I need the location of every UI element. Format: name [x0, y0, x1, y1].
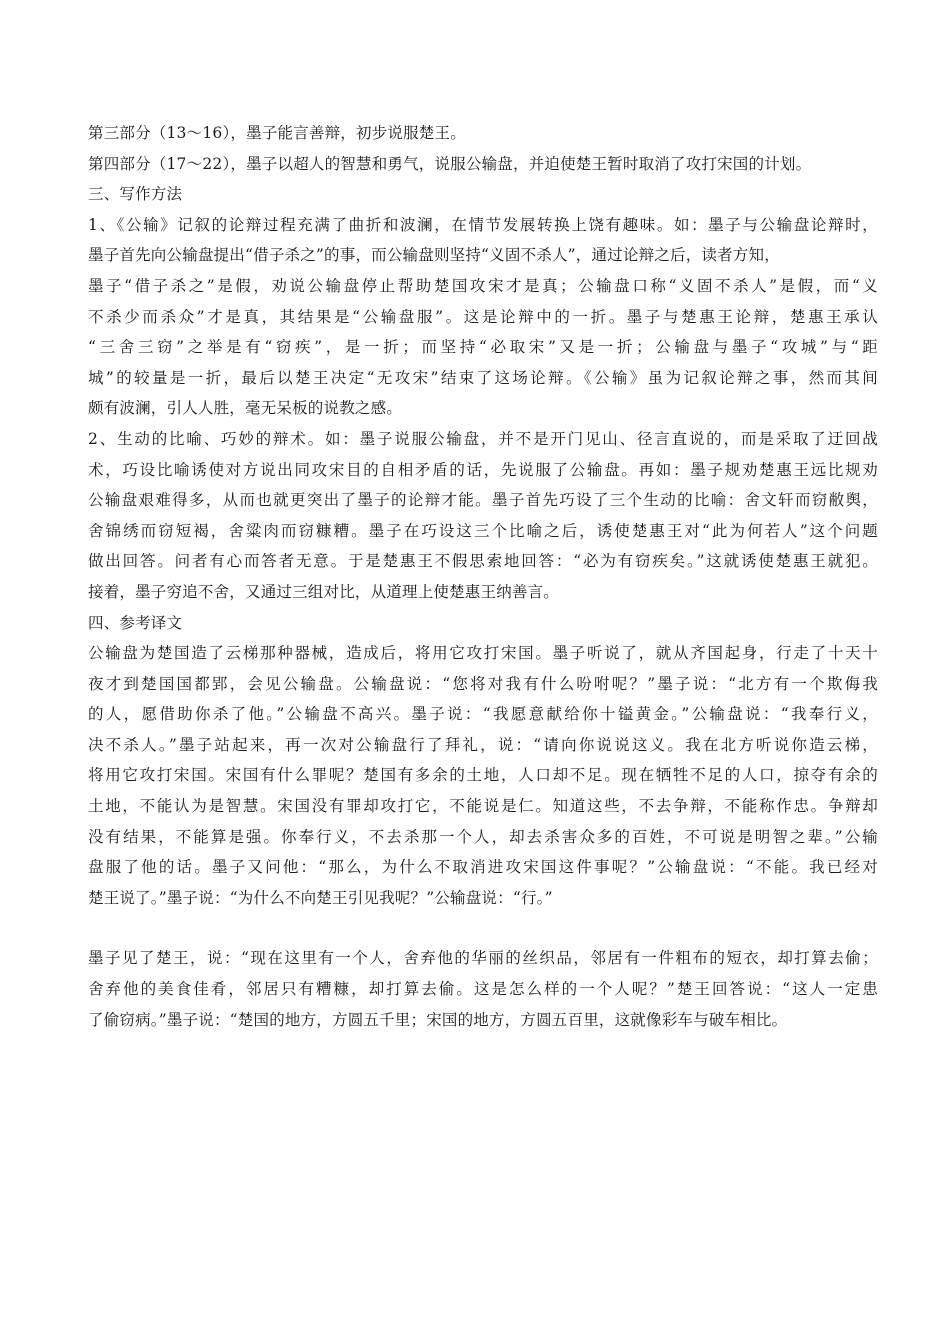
document-page: [88, 118, 878, 1035]
text-line: “三舍三窃”之举是有“窃疾”，是一折；而坚持“必取宋”又是一折；公输盘与墨子“攻城”与“距: [88, 338, 878, 357]
text-line: 的人，愿借助你杀了他。”公输盘不高兴。墨子说：“我愿意献给你十镒黄金。”公输盘说：“我奉行义，: [88, 705, 878, 724]
text-line: 第三部分（13～16），墨子能言善辩，初步说服楚王。: [88, 124, 466, 142]
text-line: 将用它攻打宋国。宋国有什么罪呢？楚国有多余的土地，人口却不足。现在牺牲不足的人口，掠夺有余的: [88, 766, 878, 785]
text-line: 盘服了他的话。墨子又问他：“那么，为什么不取消进攻宋国这件事呢？”公输盘说：“不能。我已经对: [88, 858, 878, 877]
text-line: 城”的较量是一折，最后以楚王决定“无攻宋”结束了这场论辩。《公输》虽为记叙论辩之事，然而其间: [88, 368, 878, 387]
text-line: 没有结果，不能算是强。你奉行义，不去杀那一个人，却去杀害众多的百姓，不可说是明智之辈。”公输: [88, 827, 878, 846]
text-line: 术，巧设比喻诱使对方说出同攻宋目的自相矛盾的话，先说服了公输盘。再如：墨子规劝楚惠王远比规劝: [88, 460, 878, 479]
text-line: 楚王说了。”墨子说：“为什么不向楚王引见我呢？”公输盘说：“行。”: [88, 888, 553, 907]
text-line: 公输盘为楚国造了云梯那种器械，造成后，将用它攻打宋国。墨子听说了，就从齐国起身，行走了十天十: [88, 644, 878, 663]
text-line: 墨子首先向公输盘提出“借子杀之”的事，而公输盘则坚持“义固不杀人”，通过论辩之后，读者方知，: [88, 246, 780, 265]
paragraph-gap: [88, 913, 878, 943]
text-line: 墨子“借子杀之”是假，劝说公输盘停止帮助楚国攻宋才是真；公输盘口称“义固不杀人”是假，而“义: [88, 276, 878, 295]
text-line: 2、生动的比喻、巧妙的辩术。如：墨子说服公输盘，并不是开门见山、径言直说的，而是采取了迂回战: [88, 429, 878, 448]
text-line: 土地，不能认为是智慧。宋国没有罪却攻打它，不能说是仁。知道这些，不去争辩，不能称作忠。争辩却: [88, 797, 878, 816]
text-block-continuation: [88, 943, 878, 1035]
text-line: 第四部分（17～22），墨子以超人的智慧和勇气，说服公输盘，并迫使楚王暂时取消了攻打宋国的计划。: [88, 154, 812, 173]
text-line: 夜才到楚国国都郢，会见公输盘。公输盘说：“您将对我有什么吩咐呢？”墨子说：“北方有一个欺侮我: [88, 674, 878, 693]
text-line: 公输盘艰难得多，从而也就更突出了墨子的论辩才能。墨子首先巧设了三个生动的比喻：舍文轩而窃敝舆，: [88, 491, 878, 510]
text-line: 三、写作方法: [88, 185, 183, 204]
text-line: 墨子见了楚王，说：“现在这里有一个人，舍弃他的华丽的丝织品，邻居有一件粗布的短衣，却打算去偷；: [88, 949, 878, 968]
text-line: 做出回答。问者有心而答者无意。于是楚惠王不假思索地回答：“必为有窃疾矣。”这就诱使楚惠王就犯。: [88, 552, 878, 571]
text-line: 1、《公输》记叙的论辩过程充满了曲折和波澜，在情节发展转换上饶有趣味。如：墨子与公输盘论辩时，: [88, 215, 878, 234]
text-line: 颇有波澜，引人人胜，毫无呆板的说教之感。: [88, 399, 403, 418]
text-line: 决不杀人。”墨子站起来，再一次对公输盘行了拜礼，说：“请向你说说这义。我在北方听说你造云梯，: [88, 735, 878, 754]
text-block-main: [88, 118, 878, 913]
text-line: 接着，墨子穷追不舍，又通过三组对比，从道理上使楚惠王纳善言。: [88, 582, 560, 601]
text-line: 舍锦绣而窃短褐，舍粱肉而窃糠糟。墨子在巧设这三个比喻之后，诱使楚惠王对“此为何若人”这个问题: [88, 521, 878, 540]
text-line: 不杀少而杀众”才是真，其结果是“公输盘服”。这是论辩中的一折。墨子与楚惠王论辩，楚惠王承认: [88, 307, 878, 326]
text-line: 舍弃他的美食佳肴，邻居只有糟糠，却打算去偷。这是怎么样的一个人呢？”楚王回答说：“这人一定患: [88, 980, 878, 999]
text-line: 了偷窃病。”墨子说：“楚国的地方，方圆五千里；宋国的地方，方圆五百里，这就像彩车与破车相比。: [88, 1010, 788, 1029]
text-line: 四、参考译文: [88, 613, 183, 632]
